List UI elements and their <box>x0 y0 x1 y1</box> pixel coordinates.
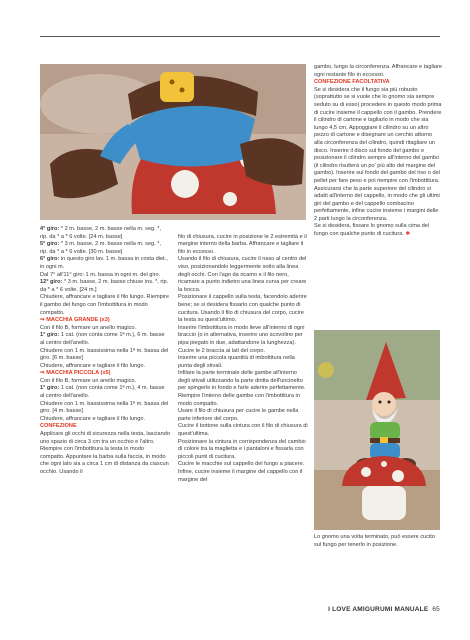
text-line: Dal 7° all'11° giro: 1 m. bassa in ogni m. del giro. <box>40 271 161 278</box>
caption-text: Lo gnomo una volta terminato, può essere cucito sul fungo per tenerlo in posizione. <box>314 534 435 548</box>
text-line: Con il filo B, formare un anello magico. <box>40 377 137 384</box>
text-line: Chiudere, affrancare e tagliare il filo lungo. <box>40 362 145 369</box>
instructions-block-2 <box>40 325 170 371</box>
photo-caption <box>314 534 438 549</box>
header-rule <box>40 36 440 37</box>
column-1 <box>40 226 170 477</box>
text-line: Chiudere con 1 m. bassissima nella 1ª m. bassa del giro. [4 m. basse] <box>40 400 169 415</box>
text-line: Con il filo B, formare un anello magico. <box>40 324 137 331</box>
text-line: 4° giro: * 2 m. basse, 2 m. basse nella m. seg. *, rip. da * a * 6 volte. [24 m. basse] <box>40 226 162 240</box>
column-2 <box>178 226 308 492</box>
gnome-closeup-photo <box>40 64 306 220</box>
instructions-block-1 <box>40 226 170 317</box>
column-3-intro: gambo, lungo la circonferenza. Affrancare e tagliare ogni restante filo in eccesso. <box>314 64 443 78</box>
text-line: Chiudere, affrancare e tagliare il filo lungo. <box>40 415 145 422</box>
page-number: 65 <box>432 606 440 613</box>
section-heading-macchia-piccola: ⇒ MACCHIA PICCOLA (x5) <box>40 370 111 377</box>
confezione-text: Applicare gli occhi di sicurezza nella testa, lasciando uno spazio di circa 3 cm tra un occhio e l'altro. Riempire con l'imbottitura la testa in modo compatto. Appuntare la barba sulla faccia, in modo che ogni lato sia a circa 1 cm di distanza da ciascun occhio. Usando il <box>40 431 170 475</box>
text-line: Chiudere con 1 m. bassissima nella 1ª m. bassa del giro. [6 m. basse] <box>40 347 169 362</box>
magazine-title: I LOVE AMIGURUMI MANUALE <box>328 606 429 613</box>
finished-gnome-photo <box>314 330 440 530</box>
text-line: Chiudere, affrancare e tagliare il filo lungo. Riempire il gambo del fungo con l'imbottitura in modo compatto. <box>40 294 169 316</box>
section-heading-confezione-facoltativa: CONFEZIONE FACOLTATIVA <box>314 79 390 86</box>
column-2-text: filo di chiusura, cucire in posizione le 2 estremità e il margine interno della barba. Affrancare e tagliare il filo in eccesso. Usando il filo di chiusura, cucire il naso al centro del viso, posizionandolo leggermente sotto alla linea degli occhi. Con l'ago da ricamo e il filo nero, ricamare a punto indietro una linea curva per creare la bocca. Posizionare il cappello sulla testa, facendolo aderire bene; se si desidera fissarlo con qualche punto di cucitura. Usando il filo di chiusura del corpo, cucire la testa su quest'ultimo. Inserire l'imbottitura in modo lieve all'interno di ogni braccio (o in alternativa, inserire uno scovolino per pipa piegato in due, adattandone la lunghezza). Cucire le 2 braccia ai lati del corpo. Inserire una piccola quantità di imbottitura nella punta degli stivali. Infilare la parte terminale delle gambe all'interno degli stivali utilizzando la parte diritta dell'uncinetto per spingerle in fondo e farle aderire perfettamente. Riempire l'interno delle gambe con l'imbottitura in modo compatto. Usare il filo di chiusura per cucire le gambe nella parte inferiore del corpo. Cucire il bottone sulla cintura con il filo di chiusura di quest'ultima. Posizionare la cintura in corrispondenza del cambio di colore tra la maglietta e i pantaloni e fissarla con piccoli punti di cucitura. Cucire le macchie sul cappello del fungo a piacere. Infine, cucire insieme il margine del cappello con il margine del <box>178 233 308 483</box>
text-line: 1° giro: 1 cat. (non conta come 1ª m.), 6 m. basse al centro dell'anello. <box>40 332 165 346</box>
column-3 <box>314 64 442 239</box>
text-line: 5° giro: * 3 m. basse, 2 m. basse nella m. seg. *, rip. da * a * 6 volte. [30 m. basse] <box>40 241 162 255</box>
end-mark-icon: ✱ <box>405 231 411 238</box>
instructions-block-3 <box>40 378 170 424</box>
section-heading-macchia-grande: ⇒ MACCHIA GRANDE (x3) <box>40 317 110 324</box>
section-heading-confezione: CONFEZIONE <box>40 423 77 430</box>
column-3-body: Se si desidera che il fungo sia più robusto (soprattutto se si vuole che lo gnomo sia sempre seduto su di esso) procedere in questo modo prima di cucire insieme il cappello con il gambo. Prendere il cilindro di cartone e tagliarlo in modo che sia lungo 4,5 cm. Appoggiare il cilindro su un altro pezzo di cartone e disegnare un cerchio attorno alla circonferenza del cilindro, quindi ritagliare un disco. Inserire il disco sul fondo del gambo e posizionare il cilindro sempre all'interno del gambo (il cilindro risulterà un po' più alto del margine del gambo). Inserire sul fondo del gambo del riso o del pellet per fare peso e poi riempire con l'imbottitura. Assicurarsi che la parte superiore del cilindro si adatti all'interno del cappello, in modo che gli ultimi giri del gambo e del cappello combacino perfettamente, infine cucire insieme i margini delle 2 parti lungo la circonferenza. Se si desidera, fissare lo gnomo sulla cima del fungo con qualche punto di cucitura. ✱ <box>314 86 442 238</box>
text-line: 6° giro: in questo giro lav. 1 m. bassa in costa diet., in ogni m. <box>40 256 168 270</box>
text-line: 1° giro: 1 cat. (non conta come 1ª m.), 4 m. basse al centro dell'anello. <box>40 385 165 400</box>
text-line: 12° giro: * 3 m. basse, 2 m. basse chiuse ins. *, rip. da * a * 6 volte. [24 m.] <box>40 279 169 293</box>
page-footer <box>328 606 440 613</box>
